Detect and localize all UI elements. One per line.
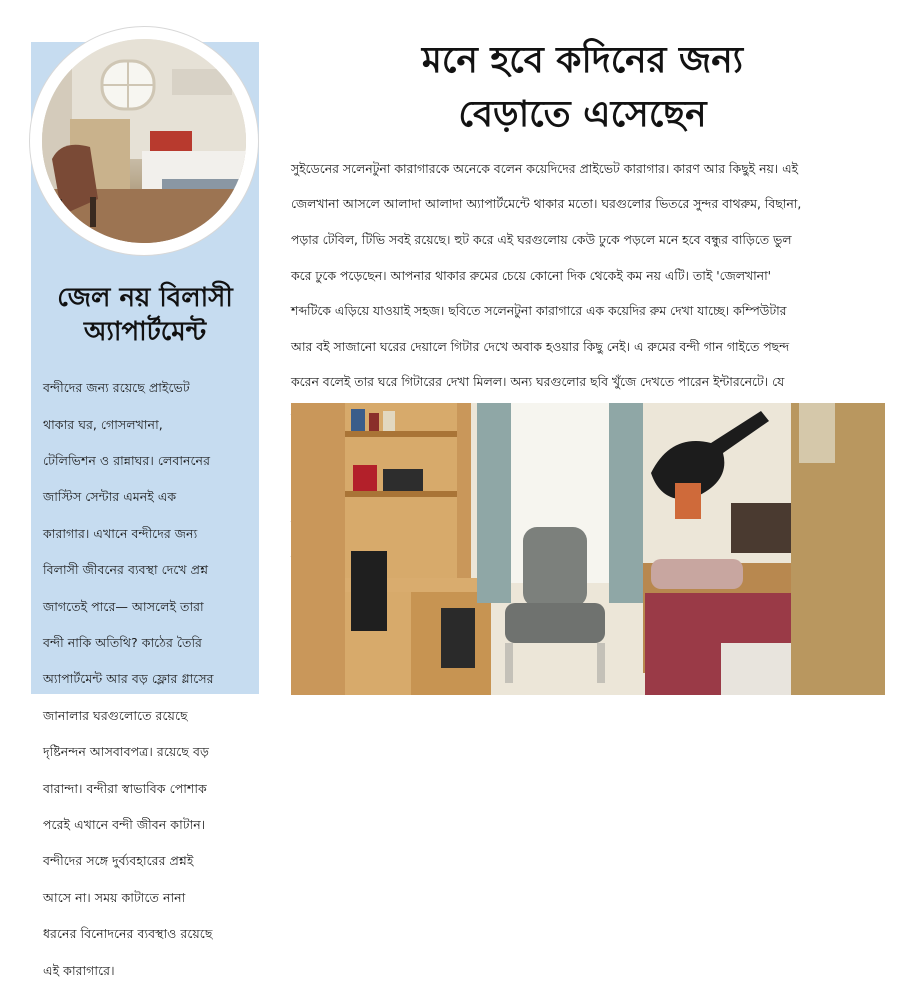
sidebar-text-line: অ্যাপার্টমেন্ট আর বড় ফ্লোর গ্লাসের [43, 671, 214, 687]
main-headline [285, 34, 880, 142]
prison-cell-photo [291, 403, 885, 695]
sidebar-title-line-1: জেল নয় বিলাসী [57, 283, 233, 313]
sidebar-text-line: জানালার ঘরগুলোতে রয়েছে [43, 707, 188, 723]
sidebar-text-line: জাগতেই পারে— আসলেই তারা [43, 598, 204, 614]
headline-line-1: মনে হবে কদিনের জন্য [421, 40, 744, 81]
article-text-line: পড়ার টেবিল, টিভি সবই রয়েছে। হুট করে এই ঘরগুলোয় কেউ ঢুকে পড়লে মনে হবে বন্ধুর বাড়িতে ভুল [291, 231, 792, 247]
article-text-line: সুইডেনের সলেনটুনা কারাগারকে অনেকে বলেন কয়েদিদের প্রাইভেট কারাগার। কারণ আর কিছুই নয়। এই [291, 160, 799, 176]
prison-cell-illustration [291, 403, 885, 695]
article-text-line: করেন বলেই তার ঘরে গিটারের দেখা মিলল। অন্য ঘরগুলোর ছবি খুঁজে দেখতে পারেন ইন্টারনেটে। যে [291, 374, 785, 390]
cell-room-photo-circle [42, 39, 246, 243]
cell-room-illustration [42, 39, 246, 243]
sidebar-text-line: টেলিভিশন ও রান্নাঘর। লেবাননের [43, 453, 210, 469]
sidebar-text-line: আসে না। সময় কাটাতে নানা [43, 889, 186, 905]
sidebar-text-line: জাস্টিস সেন্টার এমনই এক [43, 489, 177, 505]
sidebar-text-line: থাকার ঘর, গোসলখানা, [43, 416, 163, 432]
article-text-line: করে ঢুকে পড়েছেন। আপনার থাকার রুমের চেয়ে কোনো দিক থেকেই কম নয় এটি। তাই 'জেলখানা' [291, 267, 772, 283]
headline-line-2: বেড়াতে এসেছেন [458, 94, 707, 135]
sidebar-text-line: এই কারাগারে। [43, 962, 115, 978]
sidebar-title [31, 281, 259, 349]
sidebar-text-line: বন্দীদের জন্য রয়েছে প্রাইভেট [43, 380, 190, 396]
sidebar-text-line: বন্দীদের সঙ্গে দুর্ব্যবহারের প্রশ্নই [43, 853, 194, 869]
sidebar-text-line: বিলাসী জীবনের ব্যবস্থা দেখে প্রশ্ন [43, 562, 209, 578]
article-text-line: জেলখানা আসলে আলাদা আলাদা অ্যাপার্টমেন্টে থাকার মতো। ঘরগুলোর ভিতরে সুন্দর বাথরুম, বিছানা, [291, 196, 802, 212]
sidebar-text-line: পরেই এখানে বন্দী জীবন কাটান। [43, 817, 206, 833]
sidebar-text-line: দৃষ্টিনন্দন আসবাবপত্র। রয়েছে বড় [43, 744, 209, 760]
sidebar-text-line: বন্দী নাকি অতিথি? কাঠের তৈরি [43, 635, 202, 651]
article-text-line: শব্দটিকে এড়িয়ে যাওয়াই সহজ। ছবিতে সলেনটুনা কারাগারে এক কয়েদির রুম দেখা যাচ্ছে। কম্পিউটার [291, 303, 787, 319]
article-text-line: আর বই সাজানো ঘরের দেয়ালে গিটার দেখে অবাক হওয়ার কিছু নেই। এ রুমের বন্দী গান গাইতে পছন্দ [291, 338, 790, 354]
sidebar-body-text [43, 361, 253, 998]
sidebar-text-line: বারান্দা। বন্দীরা স্বাভাবিক পোশাক [43, 780, 207, 796]
sidebar-title-line-2: অ্যাপার্টমেন্ট [83, 317, 207, 347]
sidebar-text-line: কারাগার। এখানে বন্দীদের জন্য [43, 525, 198, 541]
sidebar-text-line: ধরনের বিনোদনের ব্যবস্থাও রয়েছে [43, 926, 213, 942]
